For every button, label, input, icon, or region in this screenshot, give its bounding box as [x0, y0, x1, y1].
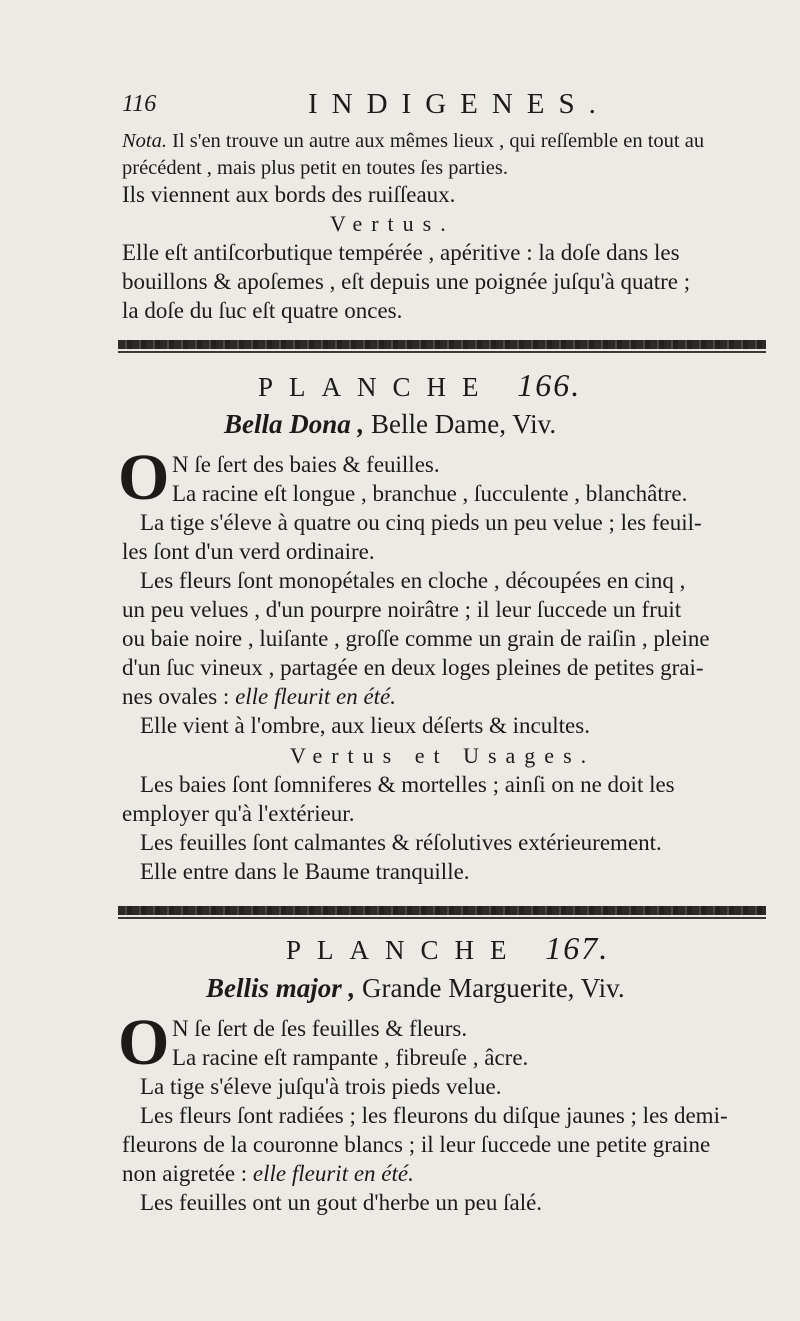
nota-text: Il s'en trouve un autre aux mêmes lieux , qui reſſemble en tout au — [167, 130, 705, 152]
page-number: 116 — [122, 91, 157, 117]
flowering-note: elle fleurit en été. — [252, 1161, 414, 1186]
text-line: d'un ſuc vineux , partagée en deux loges pleines de petites grai- — [122, 655, 704, 680]
text-line: N ſe ſert de ſes feuilles & fleurs. — [172, 1016, 468, 1041]
text-line: La tige s'éleve juſqu'à trois pieds velue. — [140, 1074, 502, 1099]
planche-label: PLANCHE — [258, 372, 495, 402]
text-line — [122, 1161, 414, 1187]
french-name: Grande Marguerite, Viv. — [355, 973, 625, 1003]
text-line: Les feuilles ſont calmantes & réſolutives extérieurement. — [140, 830, 662, 855]
text-line: employer qu'à l'extérieur. — [122, 801, 355, 826]
text-fragment: non aigretée : — [122, 1161, 253, 1186]
nota-line-2: précédent , mais plus petit en toutes ſes parties. — [122, 157, 508, 179]
vertus-line-2: bouillons & apoſemes , eſt depuis une poignée juſqu'à quatre ; — [122, 269, 691, 294]
text-line: Les fleurs ſont monopétales en cloche , découpées en cinq , — [140, 568, 686, 593]
text-line: les ſont d'un verd ordinaire. — [122, 539, 375, 564]
section-divider — [118, 906, 766, 915]
latin-name: Bella Dona , — [224, 409, 365, 439]
text-line — [122, 684, 396, 710]
text-line: Elle entre dans le Baume tranquille. — [140, 859, 470, 884]
text-fragment: nes ovales : — [122, 684, 236, 709]
text-line: ou baie noire , luiſante , groſſe comme un grain de raiſin , pleine — [122, 626, 710, 651]
planche-number: 167. — [545, 930, 610, 966]
plant-name-bellis-major — [206, 973, 625, 1004]
text-line: Les feuilles ont un gout d'herbe un peu ſalé. — [140, 1190, 543, 1215]
text-line: fleurons de la couronne blancs ; il leur ſuccede une petite graine — [122, 1132, 711, 1157]
flowering-note: elle fleurit en été. — [235, 684, 396, 709]
running-title: INDIGENES. — [308, 88, 610, 120]
vertus-line-3: la doſe du ſuc eſt quatre onces. — [122, 298, 403, 323]
nota-line-3: Ils viennent aux bords des ruiſſeaux. — [122, 182, 456, 207]
text-line: Les fleurs ſont radiées ; les fleurons du diſque jaunes ; les demi- — [140, 1103, 728, 1128]
planche-167-heading — [286, 930, 609, 967]
text-line: Elle vient à l'ombre, aux lieux déſerts & incultes. — [140, 713, 590, 738]
drop-cap: O — [118, 441, 170, 514]
plant-name-bella-dona — [224, 409, 556, 440]
text-line: N ſe ſert des baies & feuilles. — [172, 452, 440, 477]
nota-line-1 — [122, 130, 704, 153]
planche-166-heading — [258, 367, 581, 404]
vertus-heading: Vertus. — [330, 211, 455, 236]
planche-label: PLANCHE — [286, 935, 523, 965]
planche-number: 166. — [517, 367, 582, 403]
vertus-line-1: Elle eſt antiſcorbutique tempérée , apéritive : la doſe dans les — [122, 240, 680, 265]
section-divider — [118, 340, 766, 349]
text-line: La tige s'éleve à quatre ou cinq pieds un peu velue ; les feuil- — [140, 510, 702, 535]
text-line: La racine eſt rampante , fibreuſe , âcre. — [172, 1045, 529, 1070]
vertus-usages-heading: Vertus et Usages. — [290, 743, 596, 768]
text-line: un peu velues , d'un pourpre noirâtre ; il leur ſuccede un fruit — [122, 597, 682, 622]
drop-cap: O — [118, 1006, 170, 1079]
french-name: Belle Dame, Viv. — [364, 409, 557, 439]
latin-name: Bellis major , — [206, 973, 356, 1003]
nota-label: Nota. — [122, 130, 167, 152]
text-line: La racine eſt longue , branchue , ſucculente , blanchâtre. — [172, 481, 688, 506]
text-line: Les baies ſont ſomniferes & mortelles ; ainſi on ne doit les — [140, 772, 675, 797]
